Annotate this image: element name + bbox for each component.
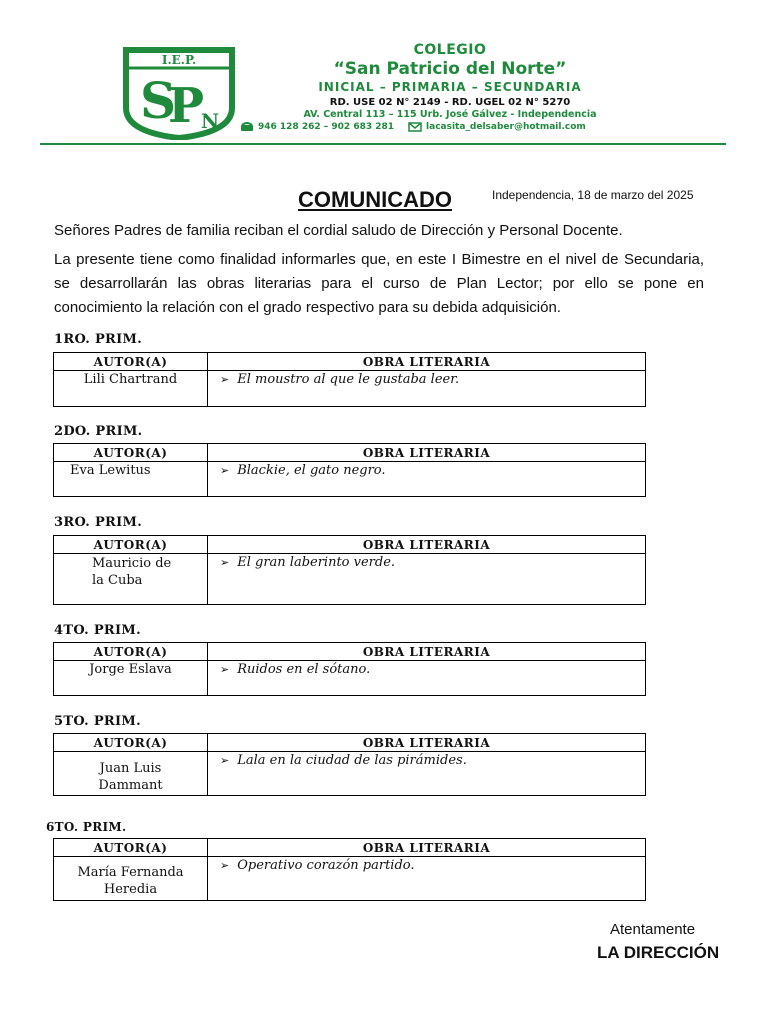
school-logo [118,40,240,140]
arrow-bullet-icon: ➢ [220,663,230,676]
phone-icon [240,122,254,132]
school-resolution: RD. USE 02 N° 2149 - RD. UGEL 02 N° 5270 [329,97,571,108]
grade-label: 6TO. PRIM. [46,820,127,834]
email-icon [408,122,422,132]
work-header: OBRA LITERARIA [208,643,646,661]
author-cell: Juan Luis Dammant [98,761,163,793]
greeting-paragraph: Señores Padres de familia reciban el cordial saludo de Dirección y Personal Docente. [54,222,623,239]
author-cell: Jorge Eslava [54,661,208,696]
grade-table [53,838,646,901]
work-title: El gran laberinto verde. [237,555,396,570]
email-address: lacasita_delsaber@hotmail.com [426,122,586,132]
grade-label: 5TO. PRIM. [54,714,141,729]
grade-table [53,642,646,696]
work-title: Lala en la ciudad de las pirámides. [237,753,467,768]
svg-text:S: S [139,71,177,130]
arrow-bullet-icon: ➢ [220,556,230,569]
arrow-bullet-icon: ➢ [220,754,230,767]
arrow-bullet-icon: ➢ [220,464,230,477]
header-divider [40,143,726,145]
work-title: Blackie, el gato negro. [237,463,386,478]
grade-label: 4TO. PRIM. [54,623,141,638]
document-date: Independencia, 18 de marzo del 2025 [492,188,694,202]
phone-numbers: 946 128 262 – 902 683 281 [258,122,395,132]
svg-text:P: P [167,78,205,134]
school-name: “San Patricio del Norte” [333,59,567,79]
arrow-bullet-icon: ➢ [220,373,230,386]
closing-text: Atentamente [610,921,696,938]
grade-table [53,733,646,796]
school-address: AV. Central 113 – 115 Urb. José Gálvez - Independencia [303,109,597,120]
grade-table [53,352,646,407]
grade-label: 3RO. PRIM. [54,515,143,530]
author-cell: Eva Lewitus [54,462,208,497]
author-cell: María Fernanda Heredia [77,865,184,897]
grade-table [53,535,646,605]
document-title: COMUNICADO [298,187,452,212]
work-header: OBRA LITERARIA [208,353,646,371]
author-header: AUTOR(A) [54,839,208,857]
logo-iep-text: I.E.P. [161,53,197,67]
work-header: OBRA LITERARIA [208,734,646,752]
grade-label: 2DO. PRIM. [54,424,143,439]
signature-text: LA DIRECCIÓN [597,943,720,962]
arrow-bullet-icon: ➢ [220,859,230,872]
work-header: OBRA LITERARIA [208,839,646,857]
body-paragraph: La presente tiene como finalidad informarles que, en este I Bimestre en el nivel de Secundaria, se desarrollarán las obras literarias para el curso de Plan Lector; por ello se pone en conocimiento la relación con el grado respectivo para su debida adquisición. [54,251,704,316]
contact-row [240,122,660,132]
work-header: OBRA LITERARIA [208,536,646,554]
work-title: Operativo corazón partido. [237,858,415,873]
work-title: Ruidos en el sótano. [237,662,371,677]
author-header: AUTOR(A) [54,353,208,371]
author-cell: Lili Chartrand [54,371,208,407]
author-header: AUTOR(A) [54,643,208,661]
author-cell: Mauricio de la Cuba [92,556,172,588]
svg-text:N: N [200,109,220,133]
author-header: AUTOR(A) [54,444,208,462]
school-label: COLEGIO [413,42,487,58]
author-header: AUTOR(A) [54,536,208,554]
author-header: AUTOR(A) [54,734,208,752]
grade-label: 1RO. PRIM. [54,332,143,347]
school-levels: INICIAL – PRIMARIA – SECUNDARIA [318,80,582,94]
grade-table [53,443,646,497]
work-header: OBRA LITERARIA [208,444,646,462]
work-title: El moustro al que le gustaba leer. [237,372,460,387]
